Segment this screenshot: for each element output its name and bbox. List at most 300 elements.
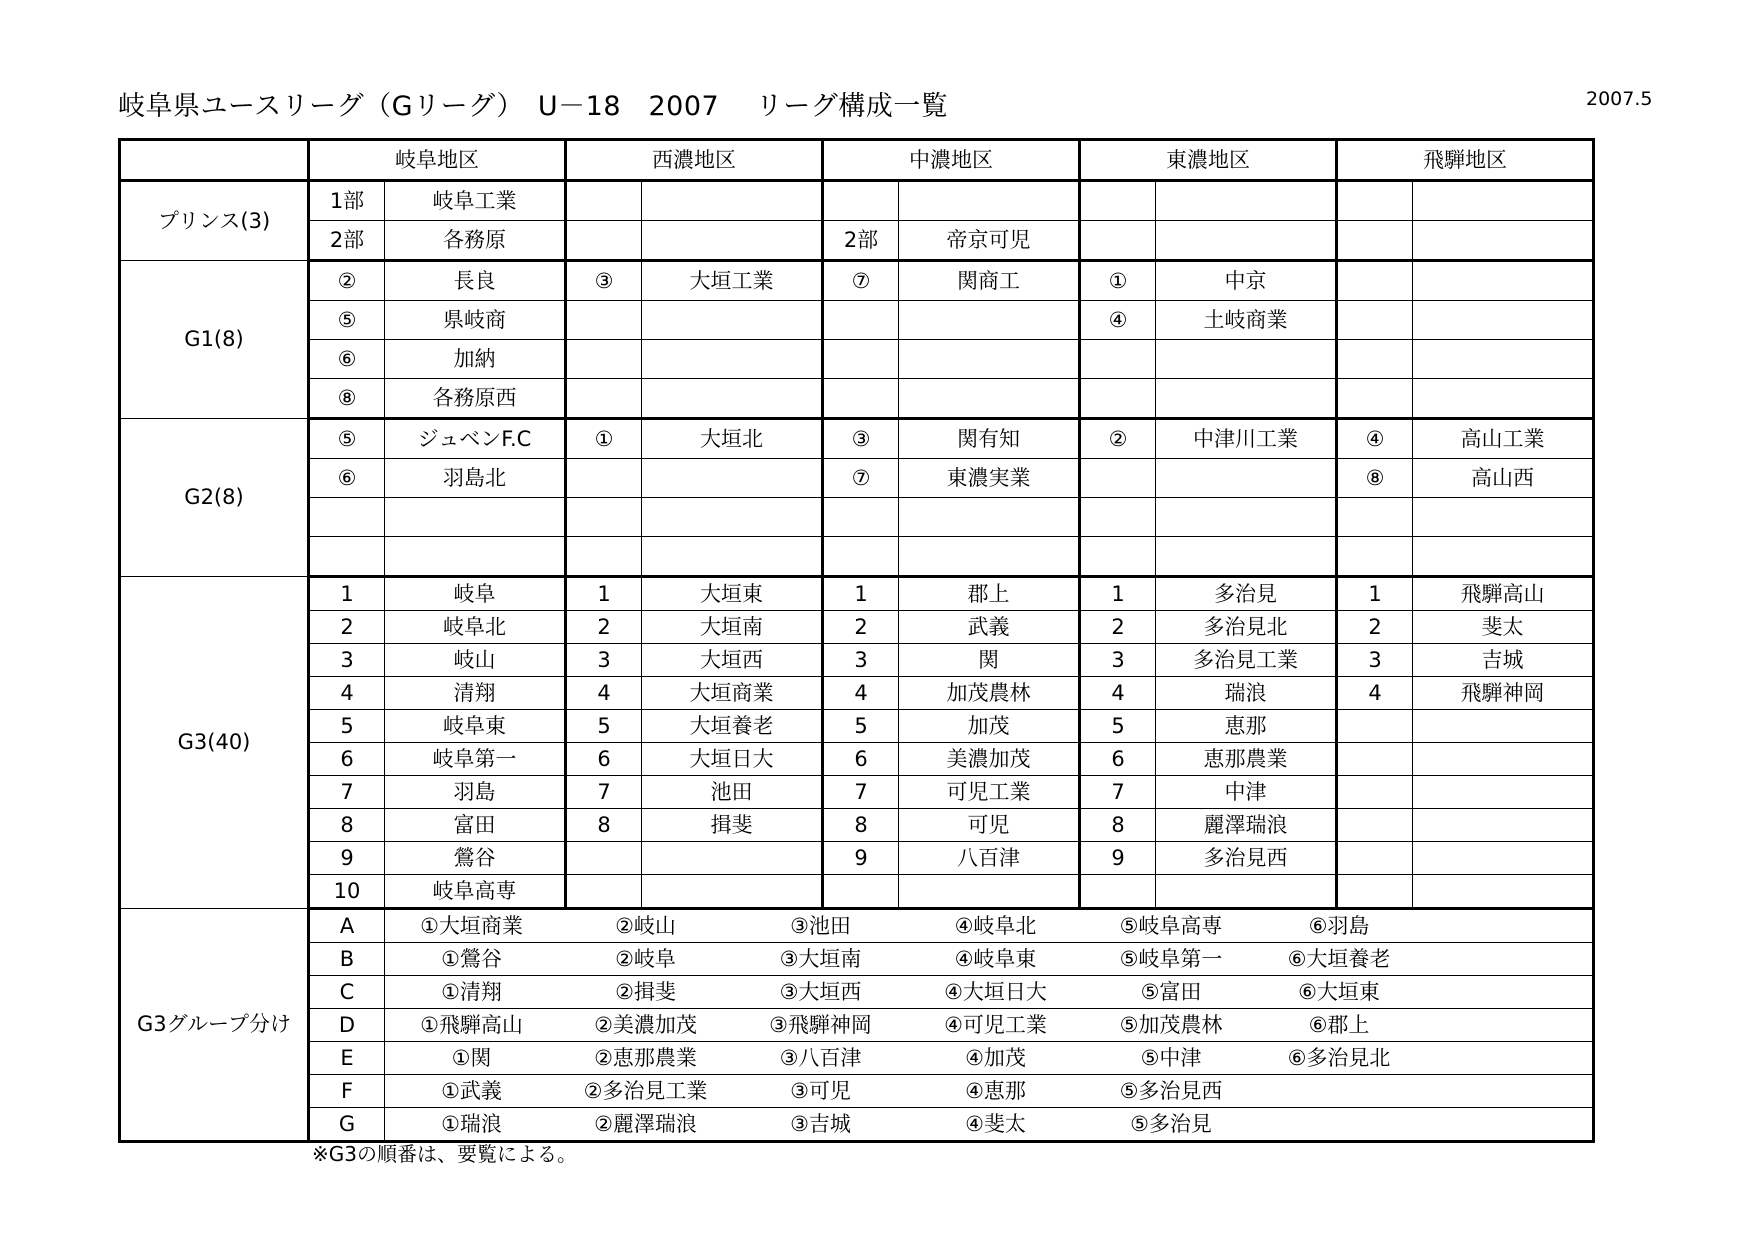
rank-cell [566, 181, 642, 221]
rank-cell: ⑥ [309, 459, 385, 498]
rank-cell [1337, 809, 1413, 842]
school-cell [1156, 537, 1337, 577]
group-member: ③大垣南 [779, 946, 862, 971]
school-cell: 岐阜工業 [385, 181, 566, 221]
rank-cell [566, 340, 642, 379]
school-cell: 瑞浪 [1156, 677, 1337, 710]
rank-cell: ② [309, 261, 385, 301]
group-member: ①瑞浪 [441, 1111, 502, 1136]
rank-cell [823, 181, 899, 221]
school-cell: 飛騨高山 [1413, 577, 1594, 611]
rank-cell [1337, 379, 1413, 419]
group-members [385, 1108, 1594, 1142]
rank-cell: 4 [309, 677, 385, 710]
rank-cell: 2 [823, 611, 899, 644]
group-id: G [309, 1108, 385, 1142]
rank-cell [1337, 181, 1413, 221]
rank-cell: 6 [309, 743, 385, 776]
section-label: G3(40) [120, 577, 309, 909]
group-member: ⑤岐阜高専 [1119, 913, 1223, 938]
group-member: ④岐阜北 [954, 913, 1037, 938]
school-cell [642, 875, 823, 909]
group-member: ②恵那農業 [594, 1045, 697, 1070]
school-cell: 大垣北 [642, 419, 823, 459]
rank-cell [566, 842, 642, 875]
school-cell: 関 [899, 644, 1080, 677]
school-cell: 多治見 [1156, 577, 1337, 611]
table-row [120, 261, 1594, 301]
school-cell [1156, 181, 1337, 221]
rank-cell [1080, 221, 1156, 261]
group-member: ⑥郡上 [1308, 1012, 1370, 1037]
school-cell: 富田 [385, 809, 566, 842]
rank-cell [1080, 181, 1156, 221]
rank-cell: 4 [1080, 677, 1156, 710]
rank-cell: ① [566, 419, 642, 459]
rank-cell: 1 [1337, 577, 1413, 611]
school-cell: 吉城 [1413, 644, 1594, 677]
rank-cell: 3 [1080, 644, 1156, 677]
rank-cell: 3 [823, 644, 899, 677]
group-member: ④斐太 [965, 1111, 1026, 1136]
group-row [120, 909, 1594, 943]
table-row [120, 577, 1594, 611]
school-cell: 可児工業 [899, 776, 1080, 809]
table-row [120, 459, 1594, 498]
school-cell [385, 537, 566, 577]
group-row [120, 976, 1594, 1009]
rank-cell: 7 [1080, 776, 1156, 809]
group-member: ⑥大垣東 [1298, 979, 1380, 1004]
rank-cell [1337, 537, 1413, 577]
rank-cell [1337, 776, 1413, 809]
group-members [385, 1009, 1594, 1042]
rank-cell [309, 498, 385, 537]
group-member-list [385, 1042, 1592, 1074]
rank-cell: 1部 [309, 181, 385, 221]
rank-cell [1080, 340, 1156, 379]
section-label: G2(8) [120, 419, 309, 577]
school-cell [1156, 459, 1337, 498]
table-row [120, 419, 1594, 459]
group-member: ②美濃加茂 [594, 1012, 697, 1037]
school-cell [642, 221, 823, 261]
school-cell [899, 301, 1080, 340]
group-member: ⑤多治見西 [1119, 1078, 1223, 1103]
rank-cell: ⑦ [823, 459, 899, 498]
rank-cell [1337, 875, 1413, 909]
district-header-row [120, 140, 1594, 181]
rank-cell: ⑧ [1337, 459, 1413, 498]
rank-cell: 3 [309, 644, 385, 677]
table-row [120, 340, 1594, 379]
rank-cell: 1 [823, 577, 899, 611]
group-member: ④大垣日大 [944, 979, 1047, 1004]
school-cell: 美濃加茂 [899, 743, 1080, 776]
school-cell [1413, 498, 1594, 537]
school-cell [1413, 875, 1594, 909]
school-cell: 帝京可児 [899, 221, 1080, 261]
school-cell: 中津川工業 [1156, 419, 1337, 459]
table-row [120, 677, 1594, 710]
group-id: F [309, 1075, 385, 1108]
school-cell: 多治見工業 [1156, 644, 1337, 677]
section-label: G1(8) [120, 261, 309, 419]
group-member: ⑤中津 [1140, 1045, 1202, 1070]
district-header: 中濃地区 [823, 140, 1080, 181]
rank-cell [1080, 459, 1156, 498]
rank-cell: 8 [566, 809, 642, 842]
table-row [120, 842, 1594, 875]
group-member: ②麗澤瑞浪 [594, 1111, 697, 1136]
group-row [120, 1042, 1594, 1075]
rank-cell [1337, 261, 1413, 301]
school-cell [1413, 743, 1594, 776]
table-row [120, 221, 1594, 261]
school-cell [1156, 221, 1337, 261]
rank-cell: ② [1080, 419, 1156, 459]
school-cell [642, 340, 823, 379]
rank-cell [566, 498, 642, 537]
rank-cell: 2 [1080, 611, 1156, 644]
group-member: ③八百津 [779, 1045, 862, 1070]
rank-cell: 3 [1337, 644, 1413, 677]
group-member-list [385, 976, 1592, 1008]
school-cell: 大垣東 [642, 577, 823, 611]
school-cell: 清翔 [385, 677, 566, 710]
rank-cell: 5 [309, 710, 385, 743]
district-header: 岐阜地区 [309, 140, 566, 181]
school-cell [1156, 379, 1337, 419]
school-cell: 岐阜第一 [385, 743, 566, 776]
group-row [120, 943, 1594, 976]
table-row [120, 710, 1594, 743]
school-cell: 斐太 [1413, 611, 1594, 644]
table-row [120, 644, 1594, 677]
rank-cell [309, 537, 385, 577]
school-cell: 大垣工業 [642, 261, 823, 301]
rank-cell [566, 301, 642, 340]
group-id: A [309, 909, 385, 943]
rank-cell: ⑧ [309, 379, 385, 419]
group-member: ⑤岐阜第一 [1119, 946, 1223, 971]
table-row [120, 537, 1594, 577]
table-row [120, 809, 1594, 842]
rank-cell [823, 379, 899, 419]
rank-cell [1080, 875, 1156, 909]
school-cell: 大垣西 [642, 644, 823, 677]
school-cell [642, 181, 823, 221]
rank-cell: 7 [566, 776, 642, 809]
school-cell: 池田 [642, 776, 823, 809]
page-title: 岐阜県ユースリーグ（Gリーグ） U－18 2007 リーグ構成一覧 [118, 91, 949, 122]
group-member: ②岐山 [615, 913, 676, 938]
rank-cell: 2 [1337, 611, 1413, 644]
group-id: B [309, 943, 385, 976]
school-cell [642, 379, 823, 419]
school-cell: 鶯谷 [385, 842, 566, 875]
table-row [120, 611, 1594, 644]
group-member: ⑥羽島 [1308, 913, 1370, 938]
school-cell [642, 842, 823, 875]
school-cell [1156, 340, 1337, 379]
group-member-list [385, 1108, 1592, 1140]
rank-cell: 9 [309, 842, 385, 875]
school-cell: 加納 [385, 340, 566, 379]
school-cell: 多治見北 [1156, 611, 1337, 644]
school-cell: 高山西 [1413, 459, 1594, 498]
rank-cell [1337, 842, 1413, 875]
school-cell: 大垣日大 [642, 743, 823, 776]
school-cell [1413, 181, 1594, 221]
school-cell: 大垣養老 [642, 710, 823, 743]
rank-cell: 10 [309, 875, 385, 909]
group-member: ④恵那 [965, 1078, 1026, 1103]
district-header: 東濃地区 [1080, 140, 1337, 181]
group-member: ①大垣商業 [420, 913, 523, 938]
rank-cell: 7 [309, 776, 385, 809]
school-cell: 各務原西 [385, 379, 566, 419]
rank-cell: 4 [823, 677, 899, 710]
school-cell: 関有知 [899, 419, 1080, 459]
rank-cell: ⑤ [309, 419, 385, 459]
school-cell: 多治見西 [1156, 842, 1337, 875]
school-cell: 岐阜東 [385, 710, 566, 743]
rank-cell: ④ [1080, 301, 1156, 340]
rank-cell: ③ [823, 419, 899, 459]
rank-cell: ⑤ [309, 301, 385, 340]
rank-cell [566, 875, 642, 909]
school-cell: 大垣商業 [642, 677, 823, 710]
rank-cell: 3 [566, 644, 642, 677]
school-cell: 武義 [899, 611, 1080, 644]
school-cell: 麗澤瑞浪 [1156, 809, 1337, 842]
district-header: 飛騨地区 [1337, 140, 1594, 181]
group-member: ④可児工業 [944, 1012, 1047, 1037]
table-row [120, 875, 1594, 909]
group-member-list [385, 943, 1592, 975]
table-row [120, 743, 1594, 776]
group-member: ⑤多治見 [1130, 1111, 1212, 1136]
school-cell: 各務原 [385, 221, 566, 261]
school-cell [899, 340, 1080, 379]
rank-cell: 5 [566, 710, 642, 743]
district-header: 西濃地区 [566, 140, 823, 181]
school-cell [385, 498, 566, 537]
school-cell: 揖斐 [642, 809, 823, 842]
rank-cell [1337, 301, 1413, 340]
group-member-list [385, 1009, 1592, 1041]
school-cell [1413, 710, 1594, 743]
school-cell: 羽島 [385, 776, 566, 809]
group-member: ①飛騨高山 [420, 1012, 523, 1037]
school-cell [1413, 301, 1594, 340]
school-cell [642, 301, 823, 340]
group-row [120, 1009, 1594, 1042]
rank-cell [566, 537, 642, 577]
group-member: ⑥大垣養老 [1287, 946, 1391, 971]
group-member: ③可児 [790, 1078, 851, 1103]
rank-cell: 9 [1080, 842, 1156, 875]
rank-cell: ④ [1337, 419, 1413, 459]
group-member: ⑤富田 [1140, 979, 1202, 1004]
group-members [385, 976, 1594, 1009]
rank-cell: ⑦ [823, 261, 899, 301]
rank-cell [1080, 498, 1156, 537]
rank-cell [566, 221, 642, 261]
table-row [120, 776, 1594, 809]
school-cell: 可児 [899, 809, 1080, 842]
group-member: ③大垣西 [779, 979, 862, 1004]
school-cell: 飛騨神岡 [1413, 677, 1594, 710]
school-cell: 岐阜 [385, 577, 566, 611]
rank-cell: 6 [566, 743, 642, 776]
school-cell [1413, 221, 1594, 261]
rank-cell: 9 [823, 842, 899, 875]
rank-cell: 2 [566, 611, 642, 644]
school-cell: 関商工 [899, 261, 1080, 301]
school-cell: 長良 [385, 261, 566, 301]
rank-cell: ⑥ [309, 340, 385, 379]
school-cell: 加茂 [899, 710, 1080, 743]
group-member: ①武義 [441, 1078, 502, 1103]
school-cell: 羽島北 [385, 459, 566, 498]
rank-cell: 8 [1080, 809, 1156, 842]
school-cell: ジュベンF.C [385, 419, 566, 459]
group-id: D [309, 1009, 385, 1042]
school-cell [642, 498, 823, 537]
school-cell [1413, 379, 1594, 419]
group-id: C [309, 976, 385, 1009]
rank-cell: 8 [309, 809, 385, 842]
school-cell [899, 875, 1080, 909]
rank-cell: 1 [566, 577, 642, 611]
rank-cell: 8 [823, 809, 899, 842]
group-member-list [385, 910, 1592, 942]
rank-cell: 6 [1080, 743, 1156, 776]
group-member: ①清翔 [441, 979, 502, 1004]
school-cell [1413, 340, 1594, 379]
group-member: ①関 [451, 1045, 492, 1070]
rank-cell [1337, 340, 1413, 379]
rank-cell [823, 537, 899, 577]
school-cell: 恵那 [1156, 710, 1337, 743]
rank-cell: 2部 [309, 221, 385, 261]
rank-cell: 6 [823, 743, 899, 776]
group-member: ②揖斐 [615, 979, 676, 1004]
group-members [385, 1075, 1594, 1108]
school-cell: 岐阜北 [385, 611, 566, 644]
group-member: ②多治見工業 [583, 1078, 708, 1103]
rank-cell [1337, 221, 1413, 261]
rank-cell [1080, 379, 1156, 419]
section-label: G3グループ分け [120, 909, 309, 1142]
table-row [120, 498, 1594, 537]
school-cell [1413, 776, 1594, 809]
school-cell: 県岐商 [385, 301, 566, 340]
school-cell: 中京 [1156, 261, 1337, 301]
rank-cell: 1 [309, 577, 385, 611]
table-row [120, 379, 1594, 419]
school-cell [1156, 875, 1337, 909]
document-date: 2007.5 [1586, 88, 1653, 110]
rank-cell: 4 [1337, 677, 1413, 710]
school-cell: 東濃実業 [899, 459, 1080, 498]
group-member: ⑥多治見北 [1287, 1045, 1391, 1070]
group-members [385, 909, 1594, 943]
school-cell: 土岐商業 [1156, 301, 1337, 340]
school-cell: 恵那農業 [1156, 743, 1337, 776]
rank-cell [823, 498, 899, 537]
rank-cell: 4 [566, 677, 642, 710]
school-cell [1413, 261, 1594, 301]
table-row [120, 301, 1594, 340]
school-cell: 八百津 [899, 842, 1080, 875]
group-member: ④岐阜東 [954, 946, 1037, 971]
rank-cell [1337, 498, 1413, 537]
school-cell [899, 537, 1080, 577]
group-member-list [385, 1075, 1592, 1107]
rank-cell [1337, 743, 1413, 776]
school-cell [899, 379, 1080, 419]
school-cell: 加茂農林 [899, 677, 1080, 710]
school-cell: 中津 [1156, 776, 1337, 809]
school-cell [1413, 537, 1594, 577]
group-id: E [309, 1042, 385, 1075]
school-cell: 大垣南 [642, 611, 823, 644]
group-member: ②岐阜 [615, 946, 676, 971]
group-member: ③吉城 [790, 1111, 851, 1136]
rank-cell [823, 301, 899, 340]
school-cell: 岐阜高専 [385, 875, 566, 909]
school-cell [1413, 842, 1594, 875]
footnote: ※G3の順番は、要覧による。 [312, 1142, 577, 1166]
rank-cell: 7 [823, 776, 899, 809]
group-members [385, 943, 1594, 976]
rank-cell: 2部 [823, 221, 899, 261]
rank-cell [566, 459, 642, 498]
school-cell [1413, 809, 1594, 842]
rank-cell [1337, 710, 1413, 743]
school-cell [1156, 498, 1337, 537]
group-member: ⑤加茂農林 [1119, 1012, 1223, 1037]
group-member: ④加茂 [965, 1045, 1026, 1070]
league-table [118, 138, 1595, 1143]
table-row [120, 181, 1594, 221]
group-members [385, 1042, 1594, 1075]
school-cell [899, 181, 1080, 221]
school-cell: 岐山 [385, 644, 566, 677]
school-cell: 高山工業 [1413, 419, 1594, 459]
school-cell: 郡上 [899, 577, 1080, 611]
group-row [120, 1075, 1594, 1108]
rank-cell [823, 875, 899, 909]
rank-cell [566, 379, 642, 419]
rank-cell: 5 [1080, 710, 1156, 743]
group-member: ③池田 [790, 913, 851, 938]
group-member: ③飛騨神岡 [769, 1012, 872, 1037]
group-row [120, 1108, 1594, 1142]
corner-cell [120, 140, 309, 181]
rank-cell: ③ [566, 261, 642, 301]
group-member: ①鶯谷 [441, 946, 502, 971]
school-cell [642, 459, 823, 498]
rank-cell: 5 [823, 710, 899, 743]
rank-cell [823, 340, 899, 379]
school-cell [642, 537, 823, 577]
section-label: プリンス(3) [120, 181, 309, 261]
rank-cell: 2 [309, 611, 385, 644]
